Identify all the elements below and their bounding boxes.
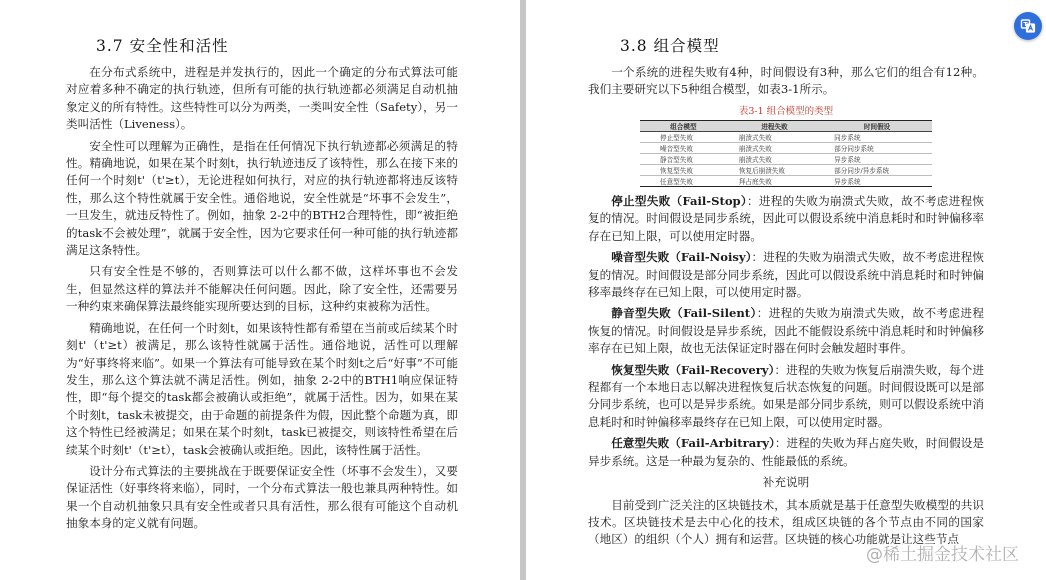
table-cell: 恢复型失败 xyxy=(640,165,727,176)
note-paragraph: 目前受到广泛关注的区块链技术，其本质就是基于任意型失败模型的共识技术。区块链技术是去中心化的技术，组成区块链的各个节点由不同的国家（地区）的组织（个人）拥有和运营。区块链的核心功能就是让这些节点 xyxy=(588,497,984,547)
table-cell: 异步系统 xyxy=(822,176,932,187)
table-row xyxy=(640,132,932,143)
model-desc: ：进程的失败为崩溃式失败，故不考虑进程恢复的情况。时间假设是部分同步系统，因此可以假设系统中消息耗时和时钟偏移率最终存在已知上限，可以使用定时器。 xyxy=(588,250,984,300)
model-desc: ：进程的失败为崩溃式失败，故不考虑进程恢复的情况。时间假设是异步系统，因此不能假设系统中消息耗时和时钟偏移率存在已知上限，故也无法保证定时器在何时会触发超时事件。 xyxy=(588,306,984,356)
model-desc: ：进程的失败为恢复后崩溃失败，每个进程都有一个本地日志以解决进程恢复后状态恢复的问题。时间假设既可以是部分同步系统，也可以是异步系统。如果是部分同步系统，则可以假设系统中消息耗时和时钟偏移率最终存在已知上限，可以使用定时器。 xyxy=(588,362,984,429)
model-paragraph xyxy=(588,435,984,470)
paragraph: 一个系统的进程失败有4种，时间假设有3种，那么它们的组合有12种。我们主要研究以下5种组合模型，如表3-1所示。 xyxy=(588,65,984,97)
model-term: 恢复型失败（Fail-Recovery） xyxy=(611,362,775,377)
table-cell: 崩溃式失败 xyxy=(727,132,822,143)
table-cell: 拜占庭失败 xyxy=(727,176,822,187)
translate-button[interactable] xyxy=(1014,12,1042,40)
table-header: 组合模型 xyxy=(640,121,727,132)
model-term: 静音型失败（Fail-Silent） xyxy=(611,306,757,321)
right-page xyxy=(526,0,1046,580)
combination-model-table xyxy=(640,120,932,187)
paragraph: 只有安全性是不够的，否则算法可以什么都不做，这样坏事也不会发生，但显然这样的算法并不能解决任何问题。因此，除了安全性，还需要另一种约束来确保算法最终能实现所要达到的目标，这种约束被称为活性。 xyxy=(66,264,458,314)
table-cell: 恢复后崩溃失败 xyxy=(727,165,822,176)
table-cell: 任意型失败 xyxy=(640,176,727,187)
model-desc: ：进程的失败为崩溃式失败，故不考虑进程恢复的情况。时间假设是同步系统，因此可以假设系统中消息耗时和时钟偏移率存在已知上限，可以使用定时器。 xyxy=(588,194,984,243)
left-body-text xyxy=(66,64,458,537)
table-cell: 静音型失败 xyxy=(640,154,727,165)
table-row xyxy=(640,165,932,176)
model-term: 停止型失败（Fail-Stop） xyxy=(611,194,747,208)
table-cell: 噪音型失败 xyxy=(640,143,727,154)
table-cell: 部分同步/异步系统 xyxy=(822,165,932,176)
table-row xyxy=(640,143,932,154)
table-header-row xyxy=(640,121,932,132)
table-cell: 部分同步系统 xyxy=(822,143,932,154)
right-intro-text xyxy=(588,64,984,103)
note-title: 补充说明 xyxy=(762,475,810,490)
watermark-text: @稀土掘金技术社区 xyxy=(866,545,1019,565)
table-header: 进程失败 xyxy=(727,121,822,132)
paragraph: 精确地说，在任何一个时刻t，如果该特性都有希望在当前或后续某个时刻t'（t'≥t）被满足，那么该特性就属于活性。通俗地说，活性可以理解为“好事终将来临”。如果一个算法有可能导致在某个时刻t之后“好事”不可能发生，那么这个算法就不满足活性。例如，抽象 2-2中的BTH1响应保证特性，即“每个提交的task都会被确认或拒绝”，就属于活性。因为，如果在某个时刻t，task未被提交，由于命题的前提条件为假，因此整个命题为真，即这个特性已经被满足；如果在某个时刻t，task已被提交，则该特性希望在后续某个时刻t'（t'≥t），task会被确认或拒绝。因此，该特性属于活性。 xyxy=(66,320,458,457)
section-heading-3-8: 3.8 组合模型 xyxy=(620,37,720,55)
table-row xyxy=(640,154,932,165)
right-body-text xyxy=(588,193,984,553)
section-heading-3-7: 3.7 安全性和活性 xyxy=(96,37,229,55)
left-page xyxy=(0,0,520,580)
paragraph: 在分布式系统中，进程是并发执行的，因此一个确定的分布式算法可能对应着多种不确定的执行轨迹，但所有可能的执行轨迹都必须满足自动机抽象定义的所有特性。这些特性可以分为两类，一类叫安全性（Safety），另一类叫活性（Liveness）。 xyxy=(66,65,458,132)
table-caption: 表3-1 组合模型的类型 xyxy=(738,106,834,117)
table-cell: 停止型失败 xyxy=(640,132,727,143)
table-cell: 崩溃式失败 xyxy=(727,154,822,165)
model-desc: ：进程的失败为拜占庭失败，时间假设是异步系统。这是一种最为复杂的、性能最低的系统。 xyxy=(588,436,984,468)
model-paragraph xyxy=(588,305,984,357)
watermark xyxy=(866,540,1019,565)
table-row xyxy=(640,176,932,187)
model-paragraph xyxy=(588,362,984,432)
table-header: 时间假设 xyxy=(822,121,932,132)
model-term: 任意型失败（Fail-Arbitrary） xyxy=(611,436,775,451)
paragraph: 设计分布式算法的主要挑战在于既要保证安全性（坏事不会发生），又要保证活性（好事终将来临），同时，一个分布式算法一般也兼具两种特性。如果一个自动机抽象只具有安全性或者只具有活性，那么很有可能这个自动机抽象本身的定义就有问题。 xyxy=(66,463,458,531)
model-paragraph xyxy=(588,193,984,245)
table-cell: 异步系统 xyxy=(822,154,932,165)
table-cell: 崩溃式失败 xyxy=(727,143,822,154)
paragraph: 安全性可以理解为正确性，是指在任何情况下执行轨迹都必须满足的特性。精确地说，如果在某个时刻t，执行轨迹违反了该特性，那么在接下来的任何一个时刻t'（t'≥t），无论进程如何执行，对应的执行轨迹都将违反该特性，那么这个特性就属于安全性。通俗地说，安全性就是“坏事不会发生”，一旦发生，就违反特性了。例如，抽象 2-2中的BTH2合理特性，即“被拒绝的task不会被处理”，就属于安全性，因为它要求任何一种可能的执行轨迹都满足这条特性。 xyxy=(66,138,458,258)
translate-icon xyxy=(1020,18,1036,34)
model-term: 噪音型失败（Fail-Noisy） xyxy=(611,250,752,265)
table-cell: 同步系统 xyxy=(822,132,932,143)
model-paragraph xyxy=(588,249,984,301)
